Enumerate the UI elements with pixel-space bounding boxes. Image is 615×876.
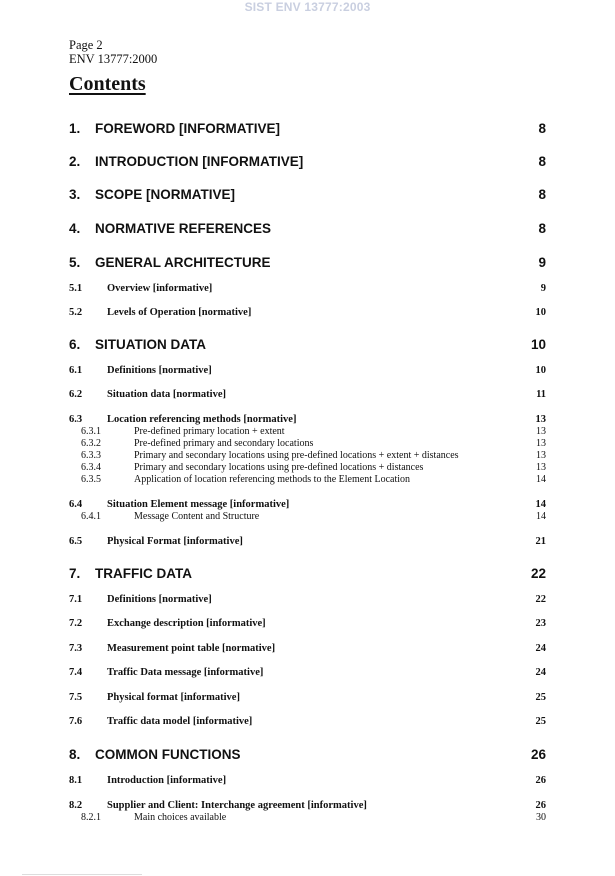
- toc-entry-page: 8: [538, 221, 546, 236]
- toc-entry[interactable]: [0, 363, 615, 379]
- toc-entry[interactable]: [0, 773, 615, 789]
- toc-entry-number: 7.2: [69, 618, 83, 629]
- toc-entry[interactable]: [0, 255, 615, 271]
- toc-entry-page: 13: [536, 450, 546, 461]
- toc-entry-title: Physical format [informative]: [107, 692, 240, 703]
- toc-entry-number: 6.3: [69, 414, 83, 425]
- toc-entry-number: 8.1: [69, 775, 83, 786]
- toc-entry-title: Definitions [normative]: [107, 594, 212, 605]
- toc-entry-page: 11: [536, 389, 546, 400]
- toc-entry-number: 6.4: [69, 499, 83, 510]
- toc-entry-number: 6.2: [69, 389, 83, 400]
- toc-entry[interactable]: [0, 305, 615, 321]
- toc-entry[interactable]: [0, 187, 615, 203]
- toc-entry[interactable]: [0, 810, 615, 826]
- toc-entry-title: Measurement point table [normative]: [107, 643, 276, 654]
- toc-entry-title: Physical Format [informative]: [107, 536, 243, 547]
- toc-entry-title: Introduction [informative]: [107, 775, 227, 786]
- document-id: ENV 13777:2000: [69, 52, 158, 66]
- toc-entry[interactable]: [0, 616, 615, 632]
- toc-entry[interactable]: [0, 592, 615, 608]
- toc-entry[interactable]: [0, 154, 615, 170]
- toc-entry-page: 22: [535, 594, 546, 605]
- toc-entry-number: 7.6: [69, 716, 83, 727]
- toc-entry-number: 7.4: [69, 667, 83, 678]
- page-number: Page 2: [69, 38, 103, 52]
- toc-entry-page: 8: [538, 187, 546, 202]
- toc-entry-number: 2.: [69, 154, 81, 169]
- toc-entry-page: 10: [535, 307, 546, 318]
- toc-entry-number: 7.1: [69, 594, 83, 605]
- toc-entry-number: 5.: [69, 255, 81, 270]
- toc-entry-title: Main choices available: [134, 812, 227, 823]
- toc-entry-title: COMMON FUNCTIONS: [95, 747, 241, 762]
- toc-entry-page: 24: [535, 667, 546, 678]
- toc-entry-page: 10: [535, 365, 546, 376]
- toc-entry-number: 6.3.5: [81, 474, 101, 485]
- toc-entry-number: 8.2: [69, 800, 83, 811]
- toc-entry-number: 6.3.4: [81, 462, 101, 473]
- toc-entry-title: FOREWORD [INFORMATIVE]: [95, 121, 280, 136]
- toc-entry-number: 8.: [69, 747, 81, 762]
- toc-entry-number: 6.4.1: [81, 511, 101, 522]
- toc-entry-page: 24: [535, 643, 546, 654]
- toc-entry-title: Location referencing methods [normative]: [107, 414, 297, 425]
- toc-entry-page: 13: [536, 426, 546, 437]
- toc-entry-page: 30: [536, 812, 546, 823]
- toc-entry-number: 7.5: [69, 692, 83, 703]
- toc-entry-title: Situation Element message [informative]: [107, 499, 290, 510]
- toc-entry-number: 1.: [69, 121, 81, 136]
- toc-entry[interactable]: [0, 714, 615, 730]
- toc-entry-number: 6.3.3: [81, 450, 101, 461]
- toc-entry[interactable]: [0, 641, 615, 657]
- toc-entry-number: 5.2: [69, 307, 83, 318]
- toc-entry-title: Situation data [normative]: [107, 389, 226, 400]
- watermark: SIST ENV 13777:2003: [244, 0, 371, 14]
- toc-entry-number: 6.5: [69, 536, 83, 547]
- toc-entry-title: Traffic data model [informative]: [107, 716, 253, 727]
- toc-entry-page: 9: [540, 283, 546, 294]
- toc-entry-number: 3.: [69, 187, 81, 202]
- toc-entry-title: Definitions [normative]: [107, 365, 212, 376]
- toc-entry[interactable]: [0, 472, 615, 488]
- toc-entry-page: 14: [535, 499, 546, 510]
- toc-entry-page: 26: [530, 747, 546, 762]
- toc-entry-page: 13: [536, 462, 546, 473]
- toc-entry-page: 25: [535, 692, 546, 703]
- toc-entry[interactable]: [0, 534, 615, 550]
- toc-entry-title: GENERAL ARCHITECTURE: [95, 255, 271, 270]
- toc-entry-title: SITUATION DATA: [95, 337, 206, 352]
- toc-entry-page: 8: [538, 154, 546, 169]
- toc-entry-title: INTRODUCTION [INFORMATIVE]: [95, 154, 304, 169]
- toc-entry-page: 8: [538, 121, 546, 136]
- toc-entry-page: 9: [538, 255, 546, 270]
- toc-entry[interactable]: [0, 566, 615, 582]
- toc-entry-number: 5.1: [69, 283, 83, 294]
- toc-entry-page: 13: [535, 414, 546, 425]
- toc-entry[interactable]: [0, 509, 615, 525]
- toc-entry-title: Overview [informative]: [107, 283, 213, 294]
- toc-entry-page: 14: [536, 474, 546, 485]
- toc-entry-title: Pre-defined primary and secondary locations: [134, 438, 314, 449]
- toc-entry-number: 7.3: [69, 643, 83, 654]
- toc-entry-title: Message Content and Structure: [134, 511, 260, 522]
- toc-entry-number: 4.: [69, 221, 81, 236]
- toc-entry-title: Primary and secondary locations using pre-defined locations + extent + distances: [134, 450, 459, 461]
- toc-entry-number: 8.2.1: [81, 812, 101, 823]
- toc-entry-title: TRAFFIC DATA: [95, 566, 192, 581]
- toc-entry-number: 6.3.1: [81, 426, 101, 437]
- toc-entry-title: Primary and secondary locations using pre-defined locations + distances: [134, 462, 424, 473]
- toc-entry[interactable]: [0, 690, 615, 706]
- toc-entry-page: 22: [530, 566, 546, 581]
- toc-entry-number: 6.: [69, 337, 81, 352]
- toc-entry-page: 21: [535, 536, 546, 547]
- toc-entry-page: 14: [536, 511, 546, 522]
- divider: [22, 874, 142, 875]
- toc-entry[interactable]: [0, 665, 615, 681]
- toc-entry[interactable]: [0, 387, 615, 403]
- toc-entry-title: Exchange description [informative]: [107, 618, 266, 629]
- toc-entry-number: 7.: [69, 566, 81, 581]
- toc-entry-number: 6.1: [69, 365, 83, 376]
- toc-entry-title: SCOPE [NORMATIVE]: [95, 187, 236, 202]
- toc-entry-page: 23: [535, 618, 546, 629]
- toc-entry-title: Supplier and Client: Interchange agreement [informative]: [107, 800, 367, 811]
- toc-entry[interactable]: [0, 337, 615, 353]
- toc-entry-number: 6.3.2: [81, 438, 101, 449]
- toc-entry[interactable]: [0, 121, 615, 137]
- toc-entry[interactable]: [0, 221, 615, 237]
- toc-entry-title: Traffic Data message [informative]: [107, 667, 264, 678]
- toc-entry-page: 26: [535, 775, 546, 786]
- toc-entry-title: Pre-defined primary location + extent: [134, 426, 285, 437]
- toc-entry[interactable]: [0, 747, 615, 763]
- toc-entry-title: Application of location referencing methods to the Element Location: [134, 474, 411, 485]
- toc-entry-title: NORMATIVE REFERENCES: [95, 221, 272, 236]
- toc-entry-page: 13: [536, 438, 546, 449]
- toc-entry-page: 25: [535, 716, 546, 727]
- toc-entry-title: Levels of Operation [normative]: [107, 307, 252, 318]
- toc-entry-page: 10: [530, 337, 546, 352]
- toc-entry-page: 26: [535, 800, 546, 811]
- toc-entry[interactable]: [0, 281, 615, 297]
- contents-heading: Contents: [69, 73, 146, 95]
